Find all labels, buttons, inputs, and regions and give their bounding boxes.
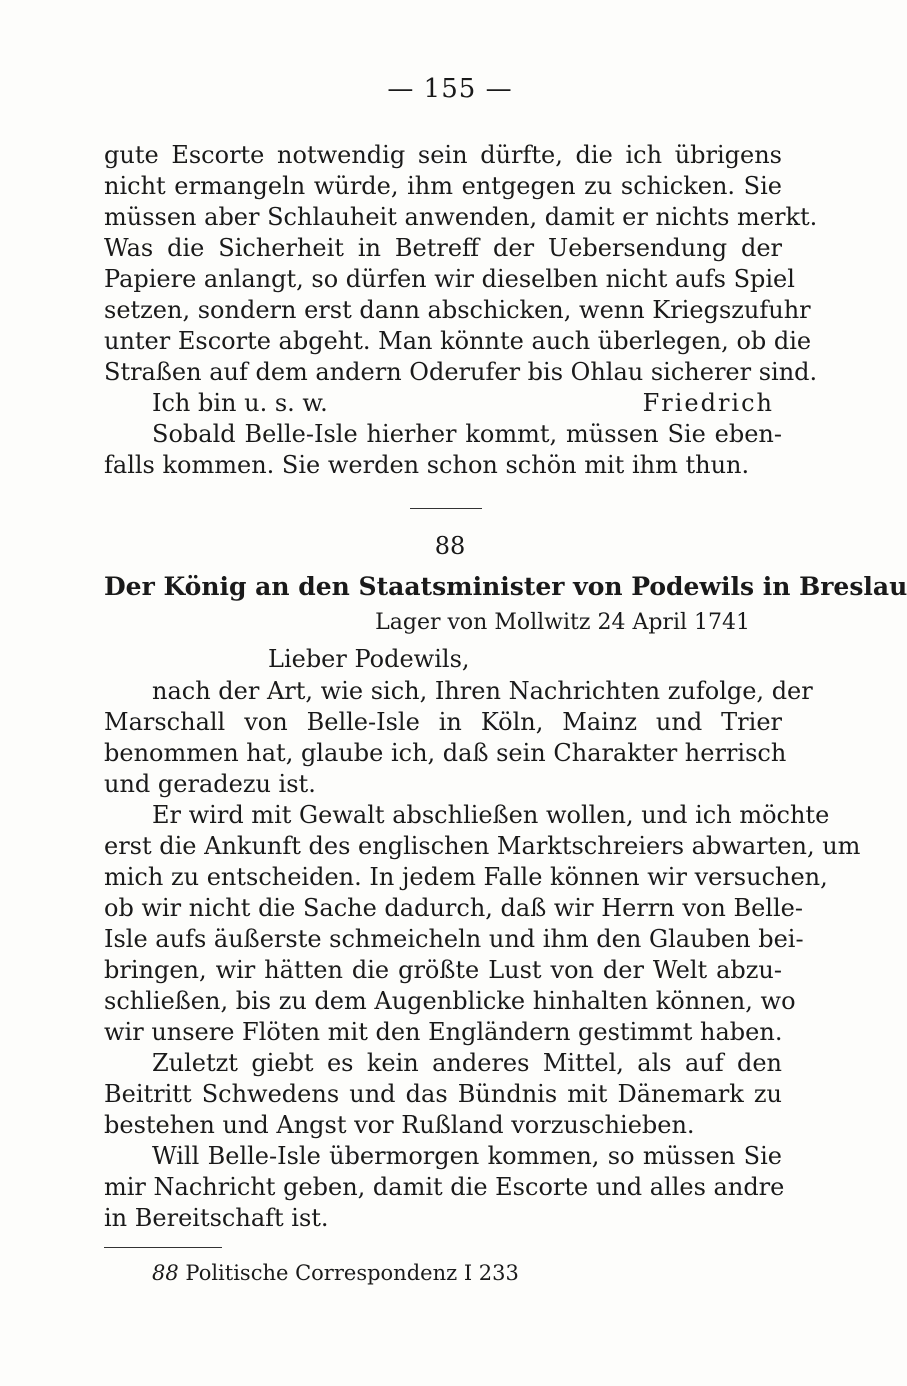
text-line: Beitritt Schwedens und das Bündnis mit Dänemark zu (104, 1080, 782, 1108)
footnote-number: 88 (152, 1261, 179, 1285)
text-line: Marschall von Belle-Isle in Köln, Mainz und Trier (104, 708, 782, 736)
text-line: wir unsere Flöten mit den Engländern gestimmt haben. (104, 1018, 783, 1046)
letter-dateline: Lager von Mollwitz 24 April 1741 (375, 610, 750, 635)
text-line: Was die Sicherheit in Betreff der Uebersendung der (104, 234, 782, 262)
text-line: mir Nachricht geben, damit die Escorte und alles andre (104, 1173, 785, 1201)
postscript-line: Sobald Belle-Isle hierher kommt, müssen Sie eben- (152, 420, 782, 448)
letter-heading: Der König an den Staatsminister von Podewils in Breslau (104, 572, 907, 601)
footnote-text: Politische Correspondenz I 233 (185, 1261, 519, 1285)
text-line: Er wird mit Gewalt abschließen wollen, und ich möchte (152, 801, 830, 829)
text-line: ob wir nicht die Sache dadurch, daß wir Herrn von Belle- (104, 894, 803, 922)
page-number: — 155 — (387, 74, 513, 104)
text-line: Straßen auf dem andern Oderufer bis Ohlau sicherer sind. (104, 358, 818, 386)
signature: Friedrich (642, 389, 774, 417)
postscript-line: falls kommen. Sie werden schon schön mit ihm thun. (104, 451, 750, 479)
text-line: und geradezu ist. (104, 770, 316, 798)
text-line: bringen, wir hätten die größte Lust von der Welt abzu- (104, 956, 782, 984)
text-line: Zuletzt giebt es kein anderes Mittel, als auf den (152, 1049, 782, 1077)
text-line: Will Belle-Isle übermorgen kommen, so müssen Sie (152, 1142, 782, 1170)
footnote (152, 1258, 519, 1288)
text-line: benommen hat, glaube ich, daß sein Charakter herrisch (104, 739, 787, 767)
letter-signoff (104, 388, 782, 419)
footnote-rule (104, 1247, 222, 1248)
text-line: schließen, bis zu dem Augenblicke hinhalten können, wo (104, 987, 796, 1015)
text-line: gute Escorte notwendig sein dürfte, die ich übrigens (104, 141, 782, 169)
text-line: Isle aufs äußerste schmeicheln und ihm den Glauben bei- (104, 925, 804, 953)
continued-letter-body (104, 140, 818, 481)
text-line: nach der Art, wie sich, Ihren Nachrichten zufolge, der (152, 677, 813, 705)
letter-number: 88 (434, 532, 466, 560)
text-line: bestehen und Angst vor Rußland vorzuschieben. (104, 1111, 695, 1139)
text-line: in Bereitschaft ist. (104, 1204, 329, 1232)
text-line: unter Escorte abgeht. Man könnte auch überlegen, ob die (104, 327, 812, 355)
text-line: Papiere anlangt, so dürfen wir dieselben nicht aufs Spiel (104, 265, 795, 293)
text-line: mich zu entscheiden. In jedem Falle können wir versuchen, (104, 863, 828, 891)
closing-formula: Ich bin u. s. w. (152, 389, 328, 417)
letter-salutation: Lieber Podewils, (268, 645, 470, 673)
text-line: erst die Ankunft des englischen Marktschreiers abwarten, um (104, 832, 861, 860)
letter-body (104, 676, 861, 1234)
text-line: setzen, sondern erst dann abschicken, wenn Kriegszufuhr (104, 296, 811, 324)
section-separator (410, 508, 482, 509)
text-line: nicht ermangeln würde, ihm entgegen zu schicken. Sie (104, 172, 782, 200)
text-line: müssen aber Schlauheit anwenden, damit er nichts merkt. (104, 203, 818, 231)
